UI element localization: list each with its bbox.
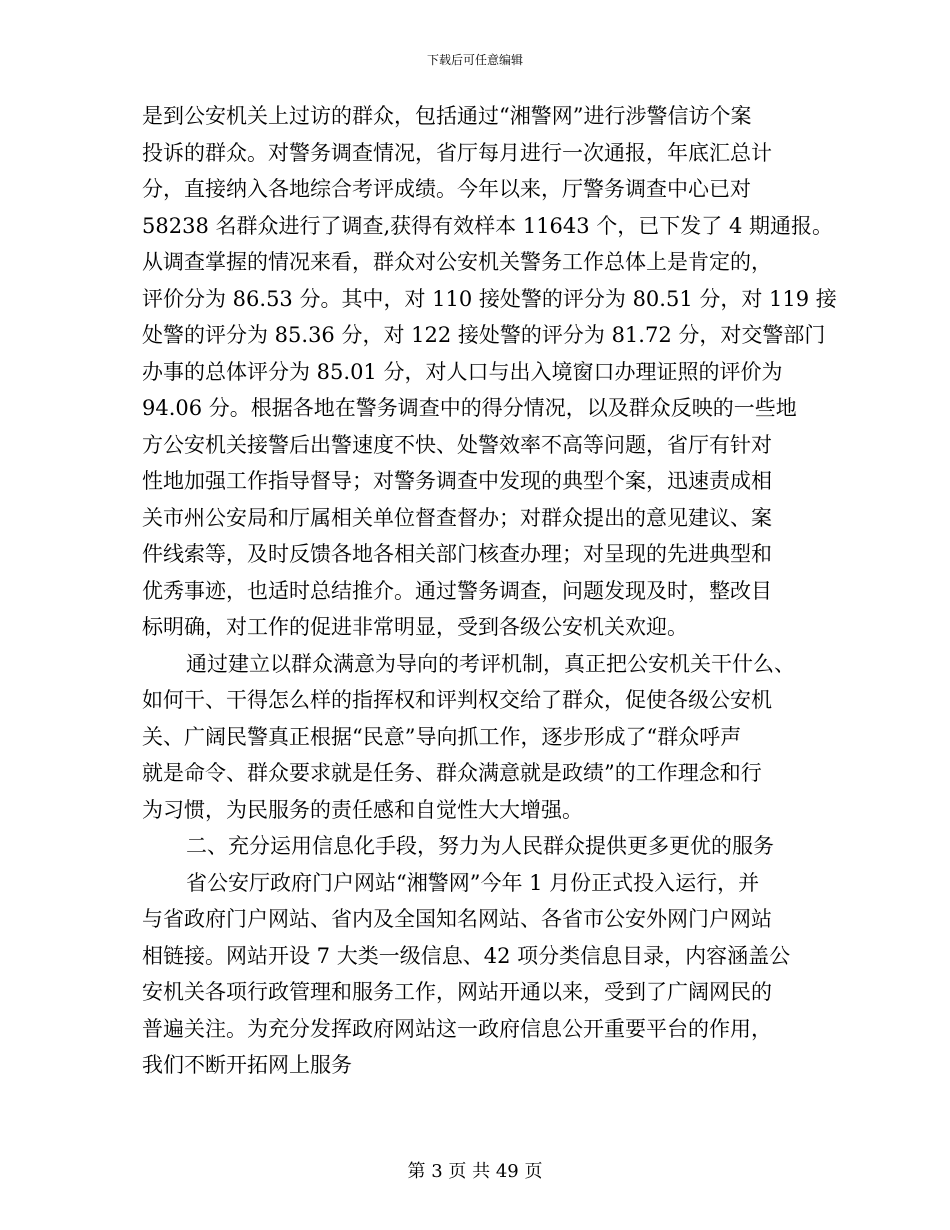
paragraph-start-line: 省公安厅政府门户网站“湘警网”今年 1 月份正式投入运行，并 — [186, 870, 760, 895]
text-line: 标明确，对工作的促进非常明显，受到各级公安机关欢迎。 — [142, 615, 688, 639]
text-line: 评价分为 86.53 分。其中，对 110 接处警的评分为 80.51 分，对 119 接 — [142, 286, 837, 311]
text-line: 就是命令、群众要求就是任务、群众满意就是政绩”的工作理念和行 — [142, 761, 762, 785]
document-body — [142, 98, 837, 1084]
text-line: 关市州公安局和厅属相关单位督查督办；对群众提出的意见建议、案 — [142, 505, 772, 530]
page-header: 下载后可任意编辑 — [426, 53, 523, 67]
text-line: 如何干、干得怎么样的指挥权和评判权交给了群众，促使各级公安机 — [142, 688, 772, 712]
section-heading: 二、充分运用信息化手段，努力为人民群众提供更多更优的服务 — [186, 834, 774, 858]
page-number: 第 3 页 共 49 页 — [407, 1161, 543, 1182]
text-line: 相链接。网站开设 7 大类一级信息、42 项分类信息目录，内容涵盖公 — [142, 943, 791, 968]
text-line: 分，直接纳入各地综合考评成绩。今年以来，厅警务调查中心已对 — [142, 177, 751, 201]
text-line: 安机关各项行政管理和服务工作，网站开通以来，受到了广阔网民的 — [142, 980, 772, 1004]
text-line: 优秀事迹，也适时总结推介。通过警务调查，问题发现及时，整改目 — [142, 578, 772, 603]
text-line: 办事的总体评分为 85.01 分，对人口与出入境窗口办理证照的评价为 — [142, 359, 783, 384]
text-line: 我们不断开拓网上服务 — [142, 1053, 352, 1077]
text-line: 58238 名群众进行了调查,获得有效样本 11643 个，已下发了 4 期通报。 — [142, 213, 834, 238]
text-line: 性地加强工作指导督导；对警务调查中发现的典型个案，迅速责成相 — [142, 469, 772, 493]
text-line: 投诉的群众。对警务调查情况，省厅每月进行一次通报，年底汇总计 — [142, 140, 772, 165]
text-line: 从调查掌握的情况来看，群众对公安机关警务工作总体上是肯定的， — [142, 250, 772, 274]
text-line: 是到公安机关上过访的群众，包括通过“湘警网”进行涉警信访个案 — [142, 104, 752, 128]
text-line: 为习惯，为民服务的责任感和自觉性大大增强。 — [142, 797, 583, 822]
text-line: 件线索等，及时反馈各地各相关部门核查办理；对呈现的先进典型和 — [142, 542, 772, 566]
text-line: 94.06 分。根据各地在警务调查中的得分情况，以及群众反映的一些地 — [142, 396, 797, 420]
text-line: 普遍关注。为充分发挥政府网站这一政府信息公开重要平台的作用， — [142, 1016, 772, 1041]
text-line: 处警的评分为 85.36 分，对 122 接处警的评分为 81.72 分，对交警部门 — [142, 323, 826, 347]
text-line: 关、广阔民警真正根据“民意”导向抓工作，逐步形成了“群众呼声 — [142, 724, 742, 749]
paragraph-start-line: 通过建立以群众满意为导向的考评机制，真正把公安机关干什么、 — [186, 651, 795, 676]
text-line: 方公安机关接警后出警速度不快、处警效率不高等问题，省厅有针对 — [142, 432, 772, 457]
text-line: 与省政府门户网站、省内及全国知名网站、各省市公安外网门户网站 — [142, 907, 772, 931]
